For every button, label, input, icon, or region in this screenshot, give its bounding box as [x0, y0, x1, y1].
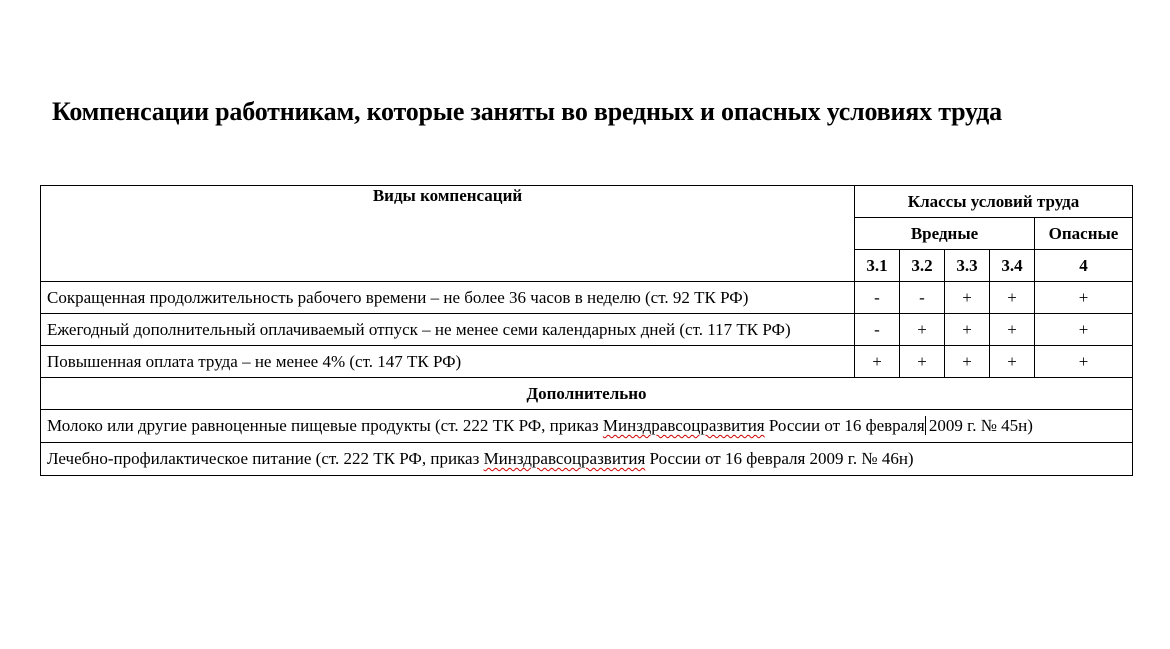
mark-cell: +: [1035, 346, 1133, 378]
ministry-name: Минздравсоцразвития: [483, 449, 646, 468]
additional-row: [41, 410, 1133, 443]
additional-item-text: России от 16 февраля 2009 г. № 46н): [645, 449, 914, 468]
harmful-header: Вредные: [855, 218, 1035, 250]
mark-cell: +: [945, 282, 990, 314]
class-4-header: 4: [1035, 250, 1133, 282]
mark-cell: +: [990, 282, 1035, 314]
class-3-1-header: 3.1: [855, 250, 900, 282]
table-row: [41, 346, 1133, 378]
compensation-types-header: Виды компенсаций: [41, 186, 855, 282]
header-row-1: [41, 186, 1133, 218]
additional-heading: Дополнительно: [41, 378, 1133, 410]
dangerous-header: Опасные: [1035, 218, 1133, 250]
mark-cell: -: [855, 314, 900, 346]
additional-item: [41, 443, 1133, 476]
mark-cell: +: [900, 346, 945, 378]
work-conditions-classes-header: Классы условий труда: [855, 186, 1133, 218]
page-title: Компенсации работникам, которые заняты во вредных и опасных условиях труда: [52, 97, 1002, 126]
mark-cell: -: [900, 282, 945, 314]
additional-heading-row: [41, 378, 1133, 410]
compensation-table: [40, 185, 1133, 476]
mark-cell: +: [990, 314, 1035, 346]
ministry-name: Минздравсоцразвития: [602, 416, 765, 435]
mark-cell: +: [945, 346, 990, 378]
additional-item-text: России от 16 февраля: [764, 416, 925, 435]
additional-row: [41, 443, 1133, 476]
additional-item-text: 2009 г. № 45н): [924, 416, 1033, 435]
class-3-3-header: 3.3: [945, 250, 990, 282]
row-label: Повышенная оплата труда – не менее 4% (ст. 147 ТК РФ): [41, 346, 855, 378]
table-row: [41, 282, 1133, 314]
mark-cell: +: [990, 346, 1035, 378]
mark-cell: +: [945, 314, 990, 346]
class-3-2-header: 3.2: [900, 250, 945, 282]
table-row: [41, 314, 1133, 346]
mark-cell: +: [1035, 282, 1133, 314]
class-3-4-header: 3.4: [990, 250, 1035, 282]
row-label: Сокращенная продолжительность рабочего времени – не более 36 часов в неделю (ст. 92 ТК РФ): [41, 282, 855, 314]
row-label: Ежегодный дополнительный оплачиваемый отпуск – не менее семи календарных дней (ст. 117 ТК РФ): [41, 314, 855, 346]
additional-item-text: Молоко или другие равноценные пищевые продукты (ст. 222 ТК РФ, приказ: [47, 416, 603, 435]
mark-cell: +: [855, 346, 900, 378]
mark-cell: +: [1035, 314, 1133, 346]
additional-item: [41, 410, 1133, 443]
additional-item-text: Лечебно-профилактическое питание (ст. 222 ТК РФ, приказ: [47, 449, 484, 468]
mark-cell: -: [855, 282, 900, 314]
mark-cell: +: [900, 314, 945, 346]
